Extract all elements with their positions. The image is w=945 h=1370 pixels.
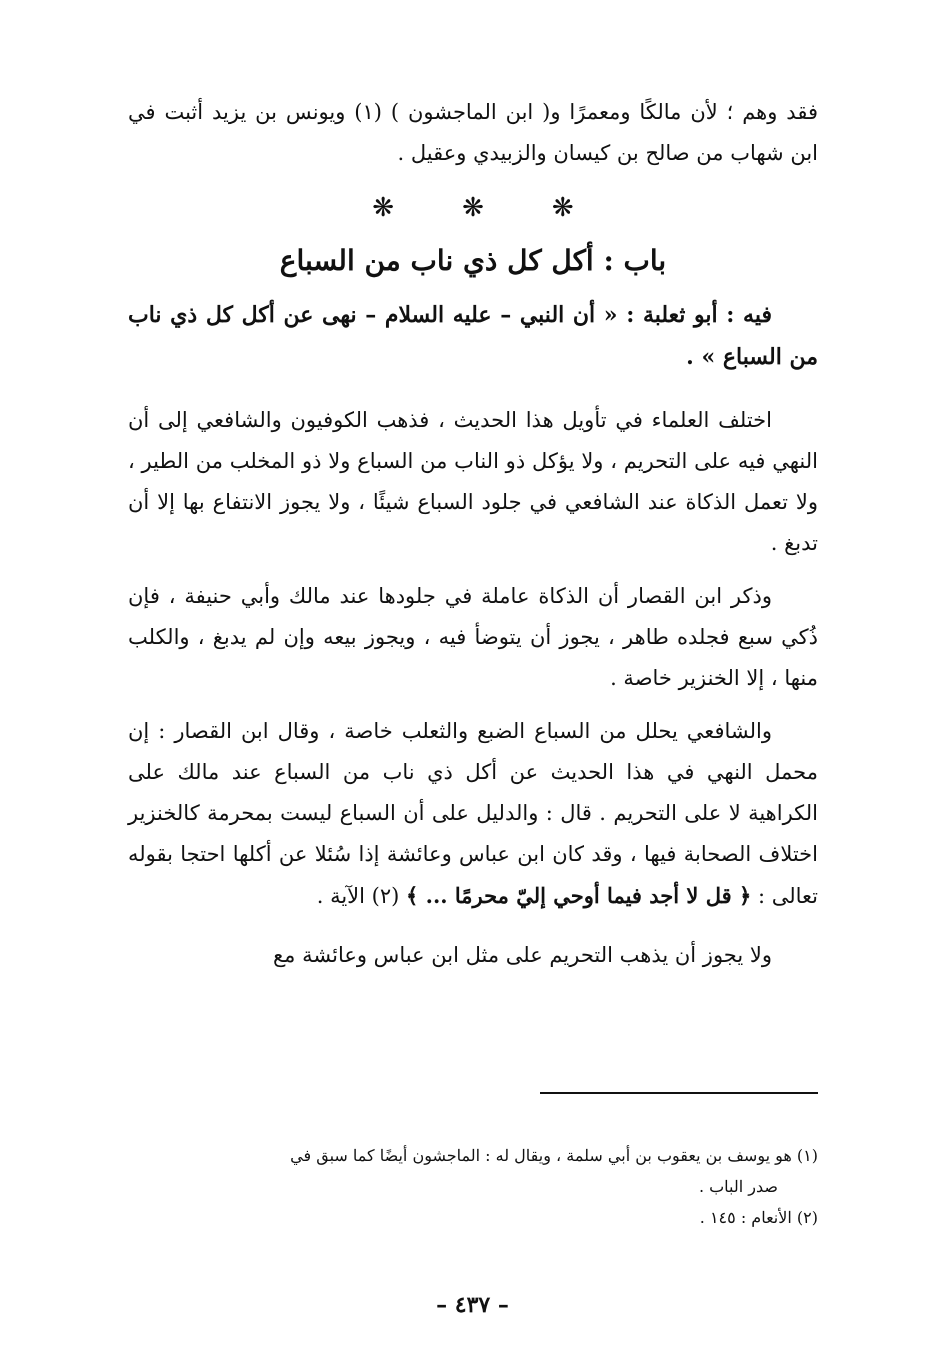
footnote-divider xyxy=(540,1092,818,1094)
footnotes xyxy=(128,1140,818,1233)
footnote-1: (١) هو يوسف بن يعقوب بن أبي سلمة ، ويقال له : الماجشون أيضًا كما سبق في xyxy=(290,1146,818,1165)
page-body xyxy=(128,92,818,976)
section-separator xyxy=(128,188,818,228)
hadith-text: فيه : أبو ثعلبة : « أن النبي – عليه السلام – نهى عن أكل كل ذي ناب من السباع » . xyxy=(128,302,818,370)
paragraph-1: اختلف العلماء في تأويل هذا الحديث ، فذهب الكوفيون والشافعي إلى أن النهي فيه على التحريم ، ولا يؤكل ذو الناب من السباع ولا ذو المخلب من الطير ، ولا تعمل الذكاة عند الشافعي في جلود السباع شيئًا ، ولا يجوز الانتفاع بها إلا أن تدبغ . xyxy=(128,408,818,555)
page-number: – ٤٣٧ – xyxy=(436,1292,509,1318)
asterism-icon: ❋ xyxy=(462,193,484,223)
footnote-1-continuation: صدر الباب . xyxy=(698,1177,778,1196)
paragraph-4: ولا يجوز أن يذهب التحريم على مثل ابن عباس وعائشة مع xyxy=(273,943,772,967)
quran-verse: ﴿ قل لا أجد فيما أوحي إليّ محرمًا ... ﴾ xyxy=(406,883,752,908)
asterism-icon: ❋ xyxy=(551,193,574,223)
chapter-title: باب : أكل كل ذي ناب من السباع xyxy=(279,244,667,277)
paragraph-3-ending: (٢) الآية . xyxy=(316,884,400,908)
footnote-2: (٢) الأنعام : ١٤٥ . xyxy=(699,1208,818,1227)
top-paragraph: فقد وهم ؛ لأن مالكًا ومعمرًا و( ابن الماجشون ) (١) ويونس بن يزيد أثبت في ابن شهاب من صالح بن كيسان والزبيدي وعقيل . xyxy=(128,100,818,165)
paragraph-3-text: والشافعي يحلل من السباع الضبع والثعلب خاصة ، وقال ابن القصار : إن محمل النهي في هذا الحديث عن أكل ذي ناب من السباع عند مالك على الكراهية لا على التحريم . قال : والدليل على أن السباع ليست بمحرمة كالخنزير اختلاف الصحابة فيها ، وقد كان ابن عباس وعائشة إذا سُئلا عن أكلها احتجا بقوله تعالى : xyxy=(128,719,818,908)
asterism-icon: ❋ xyxy=(372,193,395,223)
paragraph-2: وذكر ابن القصار أن الذكاة عاملة في جلودها عند مالك وأبي حنيفة ، فإن ذُكي سبع فجلده طاهر ، يجوز أن يتوضأ فيه ، ويجوز بيعه وإن لم يدبغ ، والكلب منها ، إلا الخنزير خاصة . xyxy=(128,584,818,690)
paragraph-3 xyxy=(128,711,818,917)
